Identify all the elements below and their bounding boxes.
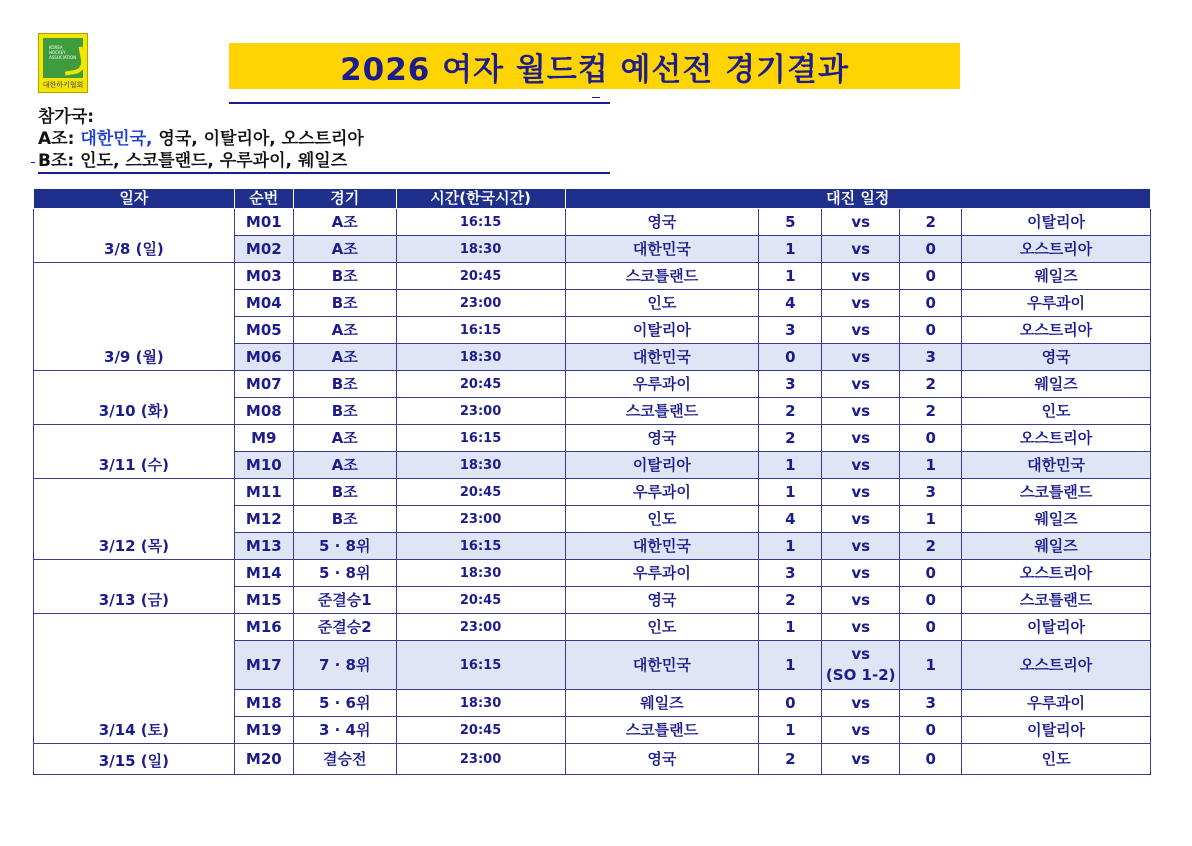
header-fixture: 대진 일정	[565, 189, 1150, 209]
match-cell: 결승전	[293, 744, 396, 775]
time-cell: 20:45	[396, 371, 565, 398]
table-row	[34, 614, 1151, 641]
order-cell: M03	[234, 263, 293, 290]
order-cell: M12	[234, 506, 293, 533]
participants-underline	[38, 172, 610, 174]
vs-cell: vs	[822, 506, 900, 533]
order-cell: M01	[234, 209, 293, 236]
group-a-prefix: A조:	[38, 129, 75, 149]
header-match: 경기	[293, 189, 396, 209]
match-cell: 준결승2	[293, 614, 396, 641]
match-cell: B조	[293, 371, 396, 398]
score1-cell: 1	[759, 533, 822, 560]
score2-cell: 2	[900, 371, 962, 398]
time-cell: 20:45	[396, 717, 565, 744]
table-row	[34, 744, 1151, 775]
team1-cell: 스코틀랜드	[565, 263, 759, 290]
logo-caption: 대한하키협회	[42, 81, 84, 89]
score2-cell: 0	[900, 717, 962, 744]
order-cell: M07	[234, 371, 293, 398]
team1-cell: 이탈리아	[565, 317, 759, 344]
time-cell: 16:15	[396, 209, 565, 236]
team2-cell: 우루과이	[962, 290, 1151, 317]
team1-cell: 우루과이	[565, 371, 759, 398]
time-cell: 16:15	[396, 533, 565, 560]
time-cell: 18:30	[396, 452, 565, 479]
date-cell: 3/15 (일)	[34, 744, 235, 775]
score1-cell: 1	[759, 717, 822, 744]
score2-cell: 3	[900, 344, 962, 371]
team2-cell: 이탈리아	[962, 717, 1151, 744]
table-row	[34, 425, 1151, 452]
team1-cell: 대한민국	[565, 236, 759, 263]
team1-cell: 영국	[565, 209, 759, 236]
order-cell: M02	[234, 236, 293, 263]
team1-cell: 이탈리아	[565, 452, 759, 479]
match-cell: A조	[293, 317, 396, 344]
score1-cell: 3	[759, 560, 822, 587]
team1-cell: 영국	[565, 744, 759, 775]
team1-cell: 스코틀랜드	[565, 717, 759, 744]
time-cell: 18:30	[396, 344, 565, 371]
schedule-table	[33, 188, 1151, 775]
order-cell: M17	[234, 641, 293, 690]
page-title: 2026 여자 월드컵 예선전 경기결과	[340, 51, 849, 88]
team1-cell: 스코틀랜드	[565, 398, 759, 425]
order-cell: M05	[234, 317, 293, 344]
team2-cell: 오스트리아	[962, 425, 1151, 452]
team2-cell: 스코틀랜드	[962, 587, 1151, 614]
score1-cell: 1	[759, 263, 822, 290]
group-a-line	[38, 128, 364, 150]
match-cell: B조	[293, 398, 396, 425]
vs-cell: vs	[822, 425, 900, 452]
time-cell: 23:00	[396, 398, 565, 425]
table-row	[34, 209, 1151, 236]
score1-cell: 4	[759, 506, 822, 533]
score1-cell: 4	[759, 290, 822, 317]
team2-cell: 오스트리아	[962, 317, 1151, 344]
time-cell: 18:30	[396, 690, 565, 717]
order-cell: M20	[234, 744, 293, 775]
team2-cell: 대한민국	[962, 452, 1151, 479]
score1-cell: 1	[759, 479, 822, 506]
score1-cell: 0	[759, 344, 822, 371]
match-cell: A조	[293, 425, 396, 452]
time-cell: 23:00	[396, 290, 565, 317]
score2-cell: 0	[900, 317, 962, 344]
score2-cell: 2	[900, 209, 962, 236]
table-row	[34, 479, 1151, 506]
match-cell: 5 · 8위	[293, 560, 396, 587]
order-cell: M14	[234, 560, 293, 587]
score2-cell: 1	[900, 506, 962, 533]
order-cell: M15	[234, 587, 293, 614]
group-b-line: B조: 인도, 스코틀랜드, 우루과이, 웨일즈	[38, 151, 348, 171]
match-cell: 3 · 4위	[293, 717, 396, 744]
order-cell: M16	[234, 614, 293, 641]
vs-cell: vs	[822, 452, 900, 479]
team2-cell: 오스트리아	[962, 641, 1151, 690]
score1-cell: 2	[759, 587, 822, 614]
match-cell: B조	[293, 506, 396, 533]
score1-cell: 2	[759, 398, 822, 425]
divider-mark	[31, 162, 35, 163]
logo-tiny-line: HOCKEY	[49, 50, 66, 55]
team2-cell: 웨일즈	[962, 506, 1151, 533]
match-cell: A조	[293, 209, 396, 236]
time-cell: 23:00	[396, 614, 565, 641]
team2-cell: 웨일즈	[962, 371, 1151, 398]
logo-tiny-line: KOREA	[49, 45, 63, 50]
vs-cell: vs	[822, 371, 900, 398]
score2-cell: 0	[900, 587, 962, 614]
time-cell: 16:15	[396, 317, 565, 344]
team2-cell: 인도	[962, 744, 1151, 775]
time-cell: 18:30	[396, 560, 565, 587]
order-cell: M19	[234, 717, 293, 744]
team2-cell: 영국	[962, 344, 1151, 371]
score2-cell: 0	[900, 236, 962, 263]
table-row	[34, 263, 1151, 290]
table-row	[34, 560, 1151, 587]
order-cell: M10	[234, 452, 293, 479]
match-cell: A조	[293, 236, 396, 263]
team2-cell: 웨일즈	[962, 533, 1151, 560]
vs-cell: vs	[822, 744, 900, 775]
order-cell: M08	[234, 398, 293, 425]
order-cell: M9	[234, 425, 293, 452]
team1-cell: 인도	[565, 506, 759, 533]
date-cell: 3/11 (수)	[34, 425, 235, 479]
team1-cell: 영국	[565, 425, 759, 452]
team1-cell: 인도	[565, 614, 759, 641]
score1-cell: 0	[759, 690, 822, 717]
logo-tiny-line: ASSOCIATION	[49, 55, 77, 60]
association-logo	[38, 33, 88, 93]
team2-cell: 오스트리아	[962, 236, 1151, 263]
team1-cell: 우루과이	[565, 560, 759, 587]
hockey-stick-icon	[43, 38, 83, 78]
order-cell: M13	[234, 533, 293, 560]
vs-cell: vs	[822, 209, 900, 236]
team1-cell: 웨일즈	[565, 690, 759, 717]
title-underline	[229, 102, 610, 104]
vs-cell: vs	[822, 717, 900, 744]
vs-cell: vs	[822, 344, 900, 371]
table-body	[34, 209, 1151, 775]
date-cell: 3/10 (화)	[34, 371, 235, 425]
order-cell: M11	[234, 479, 293, 506]
vs-cell: vs	[822, 587, 900, 614]
score2-cell: 1	[900, 452, 962, 479]
team2-cell: 오스트리아	[962, 560, 1151, 587]
table-row	[34, 371, 1151, 398]
time-cell: 16:15	[396, 641, 565, 690]
title-banner	[229, 43, 960, 89]
team1-cell: 대한민국	[565, 641, 759, 690]
order-cell: M18	[234, 690, 293, 717]
team2-cell: 이탈리아	[962, 614, 1151, 641]
shootout-note: (SO 1-2)	[825, 666, 896, 684]
order-cell: M06	[234, 344, 293, 371]
score2-cell: 3	[900, 479, 962, 506]
order-cell: M04	[234, 290, 293, 317]
header-order: 순번	[234, 189, 293, 209]
date-cell: 3/14 (토)	[34, 614, 235, 744]
vs-cell: vs	[822, 533, 900, 560]
participants-label: 참가국:	[38, 107, 95, 127]
score1-cell: 2	[759, 744, 822, 775]
table-header-row	[34, 189, 1151, 209]
time-cell: 20:45	[396, 479, 565, 506]
vs-cell: vs	[822, 236, 900, 263]
date-cell: 3/8 (일)	[34, 209, 235, 263]
score2-cell: 3	[900, 690, 962, 717]
vs-cell	[822, 641, 900, 690]
date-cell: 3/9 (월)	[34, 263, 235, 371]
score1-cell: 3	[759, 317, 822, 344]
vs-cell: vs	[822, 317, 900, 344]
score1-cell: 1	[759, 641, 822, 690]
team2-cell: 웨일즈	[962, 263, 1151, 290]
vs-cell: vs	[822, 290, 900, 317]
group-a-highlight: 대한민국,	[80, 129, 153, 149]
vs-cell: vs	[822, 614, 900, 641]
time-cell: 16:15	[396, 425, 565, 452]
match-cell: 준결승1	[293, 587, 396, 614]
team2-cell: 인도	[962, 398, 1151, 425]
score1-cell: 1	[759, 452, 822, 479]
date-cell: 3/12 (목)	[34, 479, 235, 560]
match-cell: 5 · 6위	[293, 690, 396, 717]
team1-cell: 대한민국	[565, 344, 759, 371]
score1-cell: 1	[759, 614, 822, 641]
score2-cell: 0	[900, 560, 962, 587]
vs-cell: vs	[822, 398, 900, 425]
team1-cell: 대한민국	[565, 533, 759, 560]
score1-cell: 1	[759, 236, 822, 263]
vs-cell: vs	[822, 479, 900, 506]
team2-cell: 스코틀랜드	[962, 479, 1151, 506]
team1-cell: 인도	[565, 290, 759, 317]
team2-cell: 우루과이	[962, 690, 1151, 717]
vs-cell: vs	[822, 263, 900, 290]
score2-cell: 2	[900, 398, 962, 425]
header-time: 시간(한국시간)	[396, 189, 565, 209]
match-cell: 5 · 8위	[293, 533, 396, 560]
team1-cell: 우루과이	[565, 479, 759, 506]
score2-cell: 0	[900, 290, 962, 317]
match-cell: B조	[293, 479, 396, 506]
match-cell: 7 · 8위	[293, 641, 396, 690]
team1-cell: 영국	[565, 587, 759, 614]
score2-cell: 1	[900, 641, 962, 690]
time-cell: 18:30	[396, 236, 565, 263]
score2-cell: 0	[900, 744, 962, 775]
vs-label: vs	[851, 645, 871, 663]
score2-cell: 2	[900, 533, 962, 560]
group-a-rest: 영국, 이탈리아, 오스트리아	[158, 129, 364, 149]
match-cell: A조	[293, 344, 396, 371]
header-date: 일자	[34, 189, 235, 209]
score1-cell: 3	[759, 371, 822, 398]
vs-cell: vs	[822, 560, 900, 587]
score1-cell: 5	[759, 209, 822, 236]
time-cell: 20:45	[396, 263, 565, 290]
score2-cell: 0	[900, 263, 962, 290]
score1-cell: 2	[759, 425, 822, 452]
score2-cell: 0	[900, 425, 962, 452]
time-cell: 23:00	[396, 744, 565, 775]
score2-cell: 0	[900, 614, 962, 641]
team2-cell: 이탈리아	[962, 209, 1151, 236]
time-cell: 20:45	[396, 587, 565, 614]
match-cell: A조	[293, 452, 396, 479]
match-cell: B조	[293, 263, 396, 290]
date-cell: 3/13 (금)	[34, 560, 235, 614]
match-cell: B조	[293, 290, 396, 317]
time-cell: 23:00	[396, 506, 565, 533]
vs-cell: vs	[822, 690, 900, 717]
divider-mark	[592, 97, 600, 98]
